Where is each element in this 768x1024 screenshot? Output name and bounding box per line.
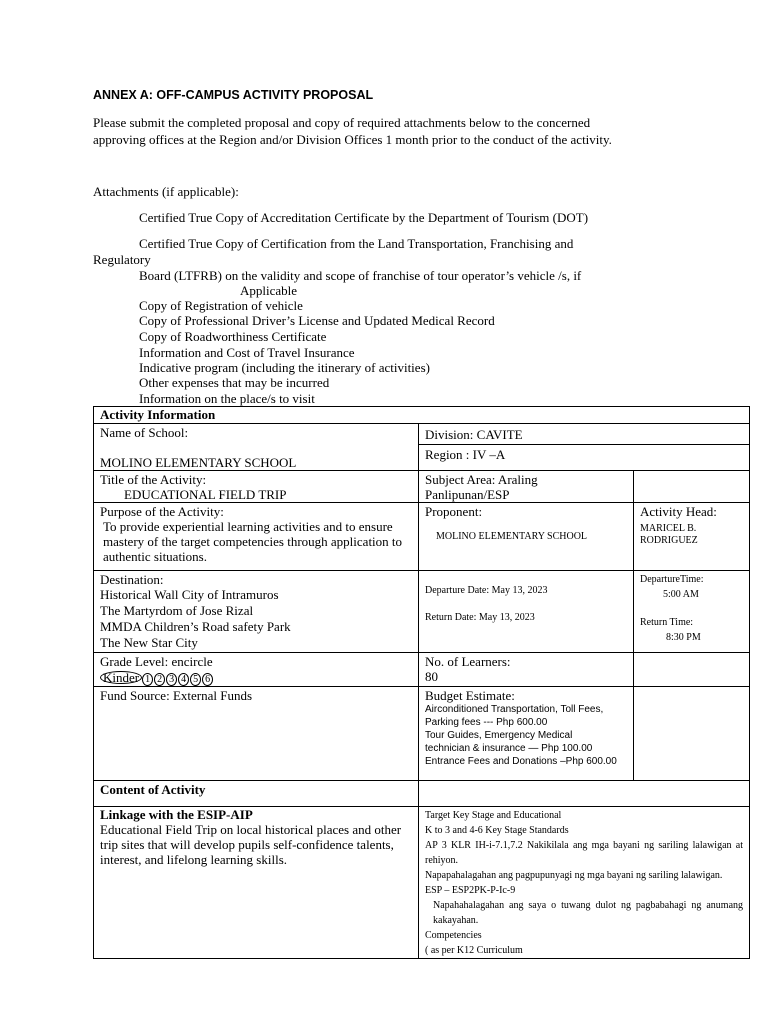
grade-level-label: Grade Level: encircle: [100, 654, 213, 669]
purpose-cell: [94, 503, 419, 571]
fund-source-cell: [94, 687, 419, 781]
linkage-label: Linkage with the ESIP-AIP: [100, 807, 253, 822]
return-time-value: 8:30 PM: [666, 632, 701, 643]
travel-times-cell: [634, 571, 750, 653]
purpose-text: To provide experiential learning activities and to ensure mastery of the target competencies through application to authentic situations.: [103, 519, 403, 564]
activity-head-name-2: RODRIGUEZ: [640, 535, 698, 546]
school-name-label: Name of School:: [100, 425, 189, 440]
budget-line: technician & insurance — Php 100.00: [425, 743, 593, 754]
activity-title-value: EDUCATIONAL FIELD TRIP: [124, 487, 287, 502]
budget-label: Budget Estimate:: [425, 688, 515, 703]
attachment-item: Copy of Roadworthiness Certificate: [139, 329, 327, 344]
return-time-label: Return Time:: [640, 617, 694, 628]
attachment-item: Other expenses that may be incurred: [139, 375, 330, 390]
target-line: ( as per K12 Curriculum: [425, 945, 523, 956]
target-line: Napapahalagahan ang pagpupunyagi ng mga bayani ng sariling lalawigan.: [425, 870, 723, 881]
return-date: Return Date: May 13, 2023: [425, 612, 535, 623]
departure-time-label: DepartureTime:: [640, 574, 704, 585]
activity-information-table: [93, 406, 750, 959]
budget-cell: [419, 687, 634, 781]
activity-title-label: Title of the Activity:: [100, 472, 207, 487]
attachment-item: Indicative program (including the itinerary of activities): [139, 360, 430, 375]
attachment-item: Certified True Copy of Accreditation Certificate by the Department of Tourism (DOT): [139, 210, 589, 225]
subject-area-line-2: Panlipunan/ESP: [425, 487, 510, 502]
linkage-cell: [94, 807, 419, 959]
empty-cell: [634, 653, 750, 687]
learners-value: 80: [425, 669, 438, 684]
attachment-item: Applicable: [240, 283, 298, 298]
attachment-item: Regulatory: [93, 252, 151, 267]
attachments-heading: Attachments (if applicable):: [93, 184, 239, 199]
activity-title-cell: [94, 471, 419, 503]
target-line: Napahahalagahan ang saya o tuwang dulot ng pagbabahagi ng anumang kakayahan.: [433, 900, 744, 926]
attachment-item: Information and Cost of Travel Insurance: [139, 345, 355, 360]
region-cell: [419, 445, 750, 471]
destination-item: The Martyrdom of Jose Rizal: [100, 603, 254, 618]
subject-area-line-1: Subject Area: Araling: [425, 472, 538, 487]
division-value: Division: CAVITE: [425, 427, 523, 442]
attachment-item: Copy of Professional Driver’s License and Updated Medical Record: [139, 313, 495, 328]
departure-time-value: 5:00 AM: [663, 589, 699, 600]
proponent-label: Proponent:: [425, 504, 483, 519]
grade-circle: 5: [190, 673, 201, 686]
fund-source-value: Fund Source: External Funds: [100, 688, 253, 703]
content-header-cell: [94, 781, 419, 807]
budget-line: Tour Guides, Emergency Medical: [425, 730, 573, 741]
grade-circle: 2: [154, 673, 165, 686]
region-value: Region : IV –A: [425, 447, 506, 462]
target-line: K to 3 and 4-6 Key Stage Standards: [425, 825, 569, 836]
destination-item: Historical Wall City of Intramuros: [100, 587, 279, 602]
document-title: ANNEX A: OFF-CAMPUS ACTIVITY PROPOSAL: [93, 88, 374, 102]
empty-cell: [419, 781, 750, 807]
budget-line: Airconditioned Transportation, Toll Fees,: [425, 704, 604, 715]
activity-head-name-1: MARICEL B.: [640, 523, 697, 534]
destination-item: The New Star City: [100, 635, 198, 650]
attachment-item: Board (LTFRB) on the validity and scope of franchise of tour operator’s vehicle /s, if: [139, 268, 582, 283]
intro-line-2: approving offices at the Region and/or Division Offices 1 month prior to the conduct of the activity.: [93, 132, 612, 147]
school-name-value: MOLINO ELEMENTARY SCHOOL: [100, 455, 297, 470]
grade-circle: 4: [178, 673, 189, 686]
linkage-text: Educational Field Trip on local historical places and other trip sites that will develop pupils self-confidence talents, interest, and lifelong learning skills.: [100, 822, 402, 867]
activity-head-cell: [634, 503, 750, 571]
section-header-activity-information: Activity Information: [94, 407, 750, 424]
learners-label: No. of Learners:: [425, 654, 511, 669]
budget-line: Parking fees --- Php 600.00: [425, 717, 548, 728]
grade-kinder-circled: Kinder: [100, 671, 142, 684]
destination-cell: [94, 571, 419, 653]
departure-date: Departure Date: May 13, 2023: [425, 585, 548, 596]
purpose-label: Purpose of the Activity:: [100, 504, 224, 519]
target-line: Target Key Stage and Educational: [425, 810, 562, 821]
target-standards-cell: [419, 807, 750, 959]
target-line: AP 3 KLR IH-i-7.1,7.2 Nakikilala ang mga bayani ng sariling lalawigan at rehiyon.: [425, 840, 744, 866]
grade-circle: 1: [142, 673, 153, 686]
attachment-item: Copy of Registration of vehicle: [139, 298, 303, 313]
learners-cell: [419, 653, 634, 687]
proponent-value: MOLINO ELEMENTARY SCHOOL: [436, 531, 588, 542]
attachment-item: Information on the place/s to visit: [139, 391, 315, 406]
subject-area-cell: [419, 471, 634, 503]
destination-label: Destination:: [100, 572, 164, 587]
school-name-cell: [94, 424, 419, 471]
empty-cell: [634, 687, 750, 781]
budget-line: Entrance Fees and Donations –Php 600.00: [425, 756, 617, 767]
empty-cell: [634, 471, 750, 503]
activity-head-label: Activity Head:: [640, 504, 717, 519]
grade-level-cell: [94, 653, 419, 687]
target-line: ESP – ESP2PK-P-Ic-9: [425, 885, 516, 896]
travel-dates-cell: [419, 571, 634, 653]
grade-circle: 6: [202, 673, 213, 686]
proponent-cell: [419, 503, 634, 571]
grade-options: [100, 670, 412, 686]
destination-item: MMDA Children’s Road safety Park: [100, 619, 291, 634]
intro-line-1: Please submit the completed proposal and copy of required attachments below to the concerned: [93, 115, 591, 130]
grade-circle: 3: [166, 673, 177, 686]
attachment-item: Certified True Copy of Certification from the Land Transportation, Franchising and: [139, 236, 574, 251]
target-line: Competencies: [425, 930, 482, 941]
division-cell: [419, 424, 750, 445]
content-of-activity-header: Content of Activity: [100, 782, 206, 797]
